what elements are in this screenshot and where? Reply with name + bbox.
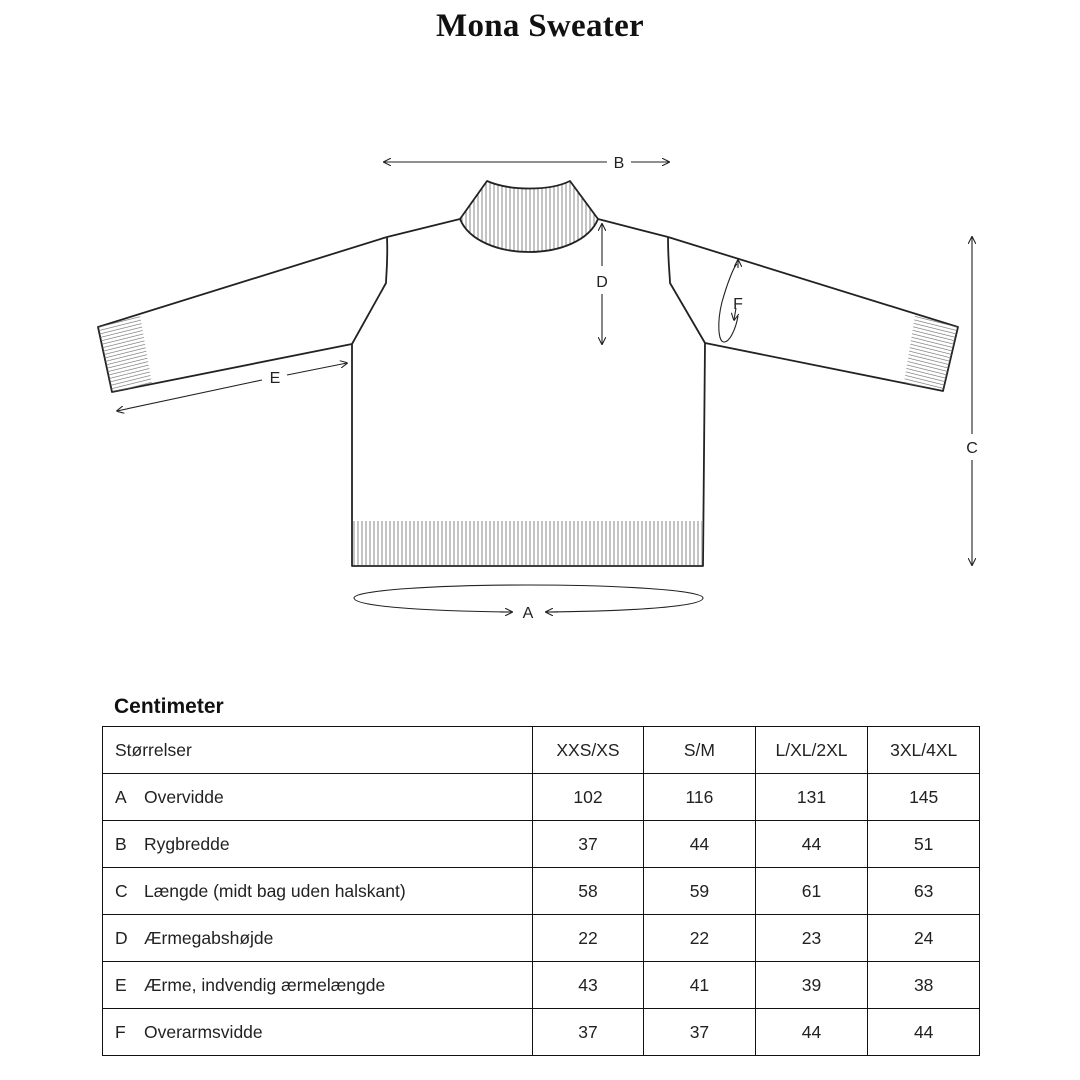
size-header-label: Størrelser [103,727,533,774]
measurement-e [117,363,347,411]
table-row [103,1009,980,1056]
size-header-s-m: S/M [644,727,755,774]
size-header-3xl-4xl: 3XL/4XL [868,727,980,774]
size-table [102,726,980,1056]
table-cell: 22 [532,915,643,962]
row-label [103,1009,533,1056]
table-cell: 37 [532,821,643,868]
row-label [103,774,533,821]
table-cell: 43 [532,962,643,1009]
table-cell: 51 [868,821,980,868]
table-cell: 38 [868,962,980,1009]
row-letter: D [115,927,128,948]
row-name: Overarmsvidde [144,1021,263,1042]
size-header-l-xl-2xl: L/XL/2XL [755,727,868,774]
table-cell: 44 [644,821,755,868]
table-row [103,915,980,962]
table-cell: 39 [755,962,868,1009]
label-f: F [733,296,743,313]
table-cell: 63 [868,868,980,915]
table-cell: 37 [532,1009,643,1056]
row-letter: A [115,786,127,807]
table-cell: 22 [644,915,755,962]
table-cell: 131 [755,774,868,821]
table-cell: 102 [532,774,643,821]
row-letter: E [115,974,127,995]
table-cell: 44 [755,1009,868,1056]
label-c: C [966,440,978,457]
table-cell: 61 [755,868,868,915]
table-cell: 58 [532,868,643,915]
label-e: E [269,370,281,387]
unit-heading: Centimeter [114,695,224,718]
table-row [103,821,980,868]
right-cuff-ribbing [904,315,958,391]
table-row [103,962,980,1009]
table-row [103,868,980,915]
row-letter: C [115,880,128,901]
table-cell: 44 [868,1009,980,1056]
table-cell: 37 [644,1009,755,1056]
row-label [103,868,533,915]
sweater-outline [98,219,958,566]
collar [455,175,605,265]
row-name: Længde (midt bag uden halskant) [144,880,406,901]
left-cuff-ribbing [98,315,152,392]
table-cell: 24 [868,915,980,962]
row-name: Rygbredde [144,833,230,854]
row-letter: B [115,833,127,854]
table-cell: 23 [755,915,868,962]
row-name: Ærmegabshøjde [144,927,274,948]
table-cell: 41 [644,962,755,1009]
row-label [103,962,533,1009]
row-letter: F [115,1021,126,1042]
row-label [103,915,533,962]
table-cell: 145 [868,774,980,821]
hem-ribbing [353,521,702,565]
row-name: Ærme, indvendig ærmelængde [144,974,386,995]
table-cell: 59 [644,868,755,915]
label-a: A [522,605,534,622]
table-cell: 44 [755,821,868,868]
size-header-xxs-xs: XXS/XS [532,727,643,774]
row-label [103,821,533,868]
label-b: B [613,155,625,172]
table-header-row [103,727,980,774]
table-cell: 116 [644,774,755,821]
table-row [103,774,980,821]
label-d: D [596,274,608,291]
row-name: Overvidde [144,786,224,807]
page-title: Mona Sweater [436,8,644,44]
